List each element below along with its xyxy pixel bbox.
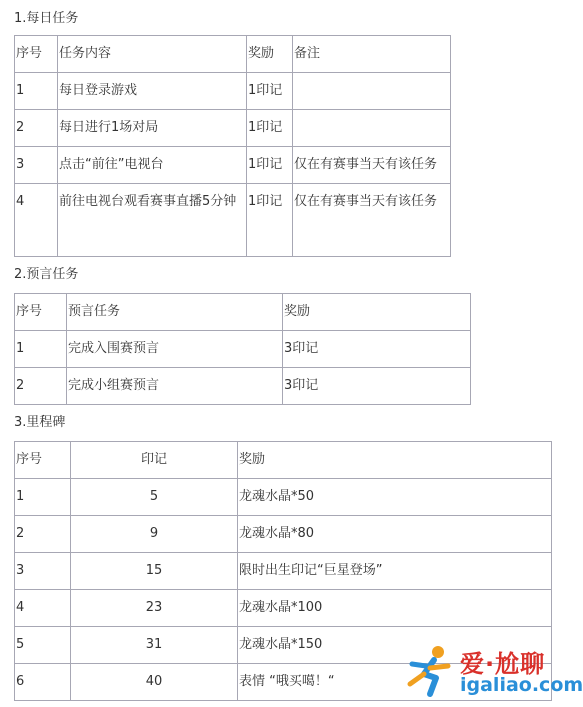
table-cell: 龙魂水晶*80 xyxy=(238,516,552,553)
table-header-row xyxy=(15,294,471,331)
table-cell xyxy=(293,110,451,147)
table-cell: 完成入围赛预言 xyxy=(67,331,283,368)
table-row xyxy=(15,73,451,110)
table-row xyxy=(15,590,552,627)
section-heading-prediction-tasks: 2.预言任务 xyxy=(14,267,79,282)
table-header-row xyxy=(15,442,552,479)
table-cell: 1 xyxy=(15,331,67,368)
table-cell: 1印记 xyxy=(247,184,293,257)
table-cell: 1印记 xyxy=(247,110,293,147)
section-heading-daily-tasks: 1.每日任务 xyxy=(14,11,79,26)
table-header-cell: 任务内容 xyxy=(58,36,247,73)
table-cell: 1 xyxy=(15,73,58,110)
daily-tasks-table xyxy=(14,35,451,257)
table-cell: 23 xyxy=(71,590,238,627)
table-row xyxy=(15,479,552,516)
table-cell: 3 xyxy=(15,147,58,184)
table-cell: 4 xyxy=(15,590,71,627)
table-cell: 限时出生印记“巨星登场” xyxy=(238,553,552,590)
table-cell: 5 xyxy=(71,479,238,516)
table-cell: 15 xyxy=(71,553,238,590)
table-cell: 9 xyxy=(71,516,238,553)
table-cell: 5 xyxy=(15,627,71,664)
table-cell: 1印记 xyxy=(247,73,293,110)
table-header-cell: 印记 xyxy=(71,442,238,479)
table-header-cell: 奖励 xyxy=(283,294,471,331)
table-row xyxy=(15,184,451,257)
table-cell: 3 xyxy=(15,553,71,590)
table-header-cell: 备注 xyxy=(293,36,451,73)
running-figure-icon xyxy=(404,644,458,702)
table-cell: 点击“前往”电视台 xyxy=(58,147,247,184)
table-cell: 3印记 xyxy=(283,331,471,368)
table-cell: 4 xyxy=(15,184,58,257)
table-row xyxy=(15,516,552,553)
watermark-name: 爱·尬聊 xyxy=(460,650,546,678)
table-cell: 龙魂水晶*100 xyxy=(238,590,552,627)
table-cell: 40 xyxy=(71,664,238,701)
table-row xyxy=(15,110,451,147)
table-row xyxy=(15,368,471,405)
table-cell: 2 xyxy=(15,368,67,405)
table-row xyxy=(15,553,552,590)
table-cell: 每日登录游戏 xyxy=(58,73,247,110)
table-header-row xyxy=(15,36,451,73)
table-cell: 1 xyxy=(15,479,71,516)
table-cell: 完成小组赛预言 xyxy=(67,368,283,405)
table-cell: 表情 “哦买噶！“ xyxy=(238,664,552,701)
watermark-url: igaliao.com xyxy=(460,674,583,696)
table-row xyxy=(15,331,471,368)
table-cell: 前往电视台观看赛事直播5分钟 xyxy=(58,184,247,257)
table-cell: 31 xyxy=(71,627,238,664)
table-cell: 仅在有赛事当天有该任务 xyxy=(293,184,451,257)
section-heading-milestones: 3.里程碑 xyxy=(14,415,66,430)
table-cell: 2 xyxy=(15,516,71,553)
site-watermark xyxy=(404,640,583,704)
prediction-tasks-table xyxy=(14,293,471,405)
table-header-cell: 序号 xyxy=(15,36,58,73)
table-cell: 2 xyxy=(15,110,58,147)
table-cell: 仅在有赛事当天有该任务 xyxy=(293,147,451,184)
table-cell xyxy=(293,73,451,110)
table-cell: 6 xyxy=(15,664,71,701)
table-header-cell: 序号 xyxy=(15,442,71,479)
table-header-cell: 预言任务 xyxy=(67,294,283,331)
table-cell: 3印记 xyxy=(283,368,471,405)
table-cell: 龙魂水晶*50 xyxy=(238,479,552,516)
table-cell: 每日进行1场对局 xyxy=(58,110,247,147)
table-cell: 1印记 xyxy=(247,147,293,184)
table-header-cell: 奖励 xyxy=(247,36,293,73)
table-cell: 龙魂水晶*150 xyxy=(238,627,552,664)
table-header-cell: 序号 xyxy=(15,294,67,331)
table-row xyxy=(15,147,451,184)
table-header-cell: 奖励 xyxy=(238,442,552,479)
